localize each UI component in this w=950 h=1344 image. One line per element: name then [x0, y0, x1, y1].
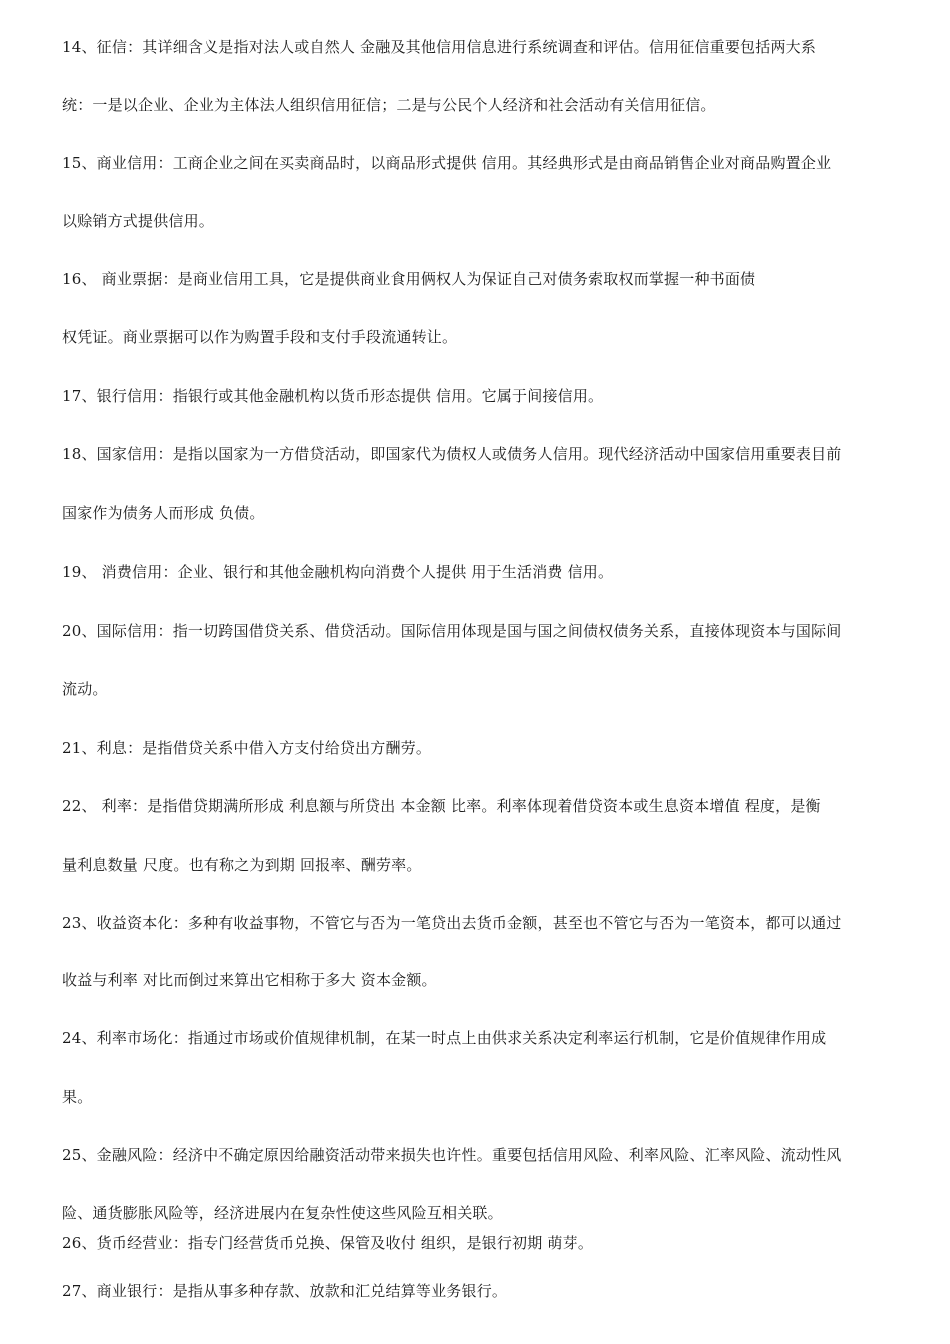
text-line-15b: 以赊销方式提供信用。: [62, 212, 215, 230]
text-line-22a: 22、 利率：是指借贷期满所形成 利息额与所贷出 本金额 比率。利率体现着借贷资本或生息资本增值 程度，是衡: [62, 797, 821, 815]
text-line-20b: 流动。: [62, 680, 108, 698]
text-line-24a: 24、利率市场化：指通过市场或价值规律机制，在某一时点上由供求关系决定利率运行机制，它是价值规律作用成: [62, 1029, 827, 1047]
text-line-18b: 国家作为债务人而形成 负债。: [62, 504, 265, 522]
text-line-23a: 23、收益资本化：多种有收益事物，不管它与否为一笔贷出去货币金额，甚至也不管它与否为一笔资本，都可以通过: [62, 914, 842, 932]
text-line-14b: 统：一是以企业、企业为主体法人组织信用征信；二是与公民个人经济和社会活动有关信用征信。: [62, 96, 716, 114]
text-line-16b: 权凭证。商业票据可以作为购置手段和支付手段流通转让。: [62, 328, 458, 346]
text-line-24b: 果。: [62, 1088, 93, 1106]
text-line-22b: 量利息数量 尺度。也有称之为到期 回报率、酬劳率。: [62, 856, 422, 874]
text-line-27: 27、商业银行：是指从事多种存款、放款和汇兑结算等业务银行。: [62, 1282, 508, 1300]
text-line-20a: 20、国际信用：指一切跨国借贷关系、借贷活动。国际信用体现是国与国之间债权债务关系，直接体现资本与国际间: [62, 622, 842, 640]
text-line-21: 21、利息：是指借贷关系中借入方支付给贷出方酬劳。: [62, 739, 432, 757]
text-line-25b: 险、通货膨胀风险等，经济进展内在复杂性使这些风险互相关联。: [62, 1204, 503, 1222]
text-line-23b: 收益与利率 对比而倒过来算出它相称于多大 资本金额。: [62, 971, 437, 989]
text-line-16a: 16、 商业票据：是商业信用工具，它是提供商业食用俩权人为保证自己对债务索取权而掌握一种书面债: [62, 270, 756, 288]
text-line-19: 19、 消费信用：企业、银行和其他金融机构向消费个人提供 用于生活消费 信用。: [62, 563, 614, 581]
text-line-25a: 25、金融风险：经济中不确定原因给融资活动带来损失也许性。重要包括信用风险、利率风险、汇率风险、流动性风: [62, 1146, 842, 1164]
text-line-26: 26、货币经营业：指专门经营货币兑换、保管及收付 组织，是银行初期 萌芽。: [62, 1234, 594, 1252]
text-line-17: 17、银行信用：指银行或其他金融机构以货币形态提供 信用。它属于间接信用。: [62, 387, 604, 405]
text-line-15a: 15、商业信用：工商企业之间在买卖商品时，以商品形式提供 信用。其经典形式是由商品销售企业对商品购置企业: [62, 154, 832, 172]
text-line-18a: 18、国家信用：是指以国家为一方借贷活动，即国家代为债权人或债务人信用。现代经济活动中国家信用重要表目前: [62, 445, 842, 463]
text-line-14a: 14、征信：其详细含义是指对法人或自然人 金融及其他信用信息进行系统调查和评估。信用征信重要包括两大系: [62, 38, 817, 56]
